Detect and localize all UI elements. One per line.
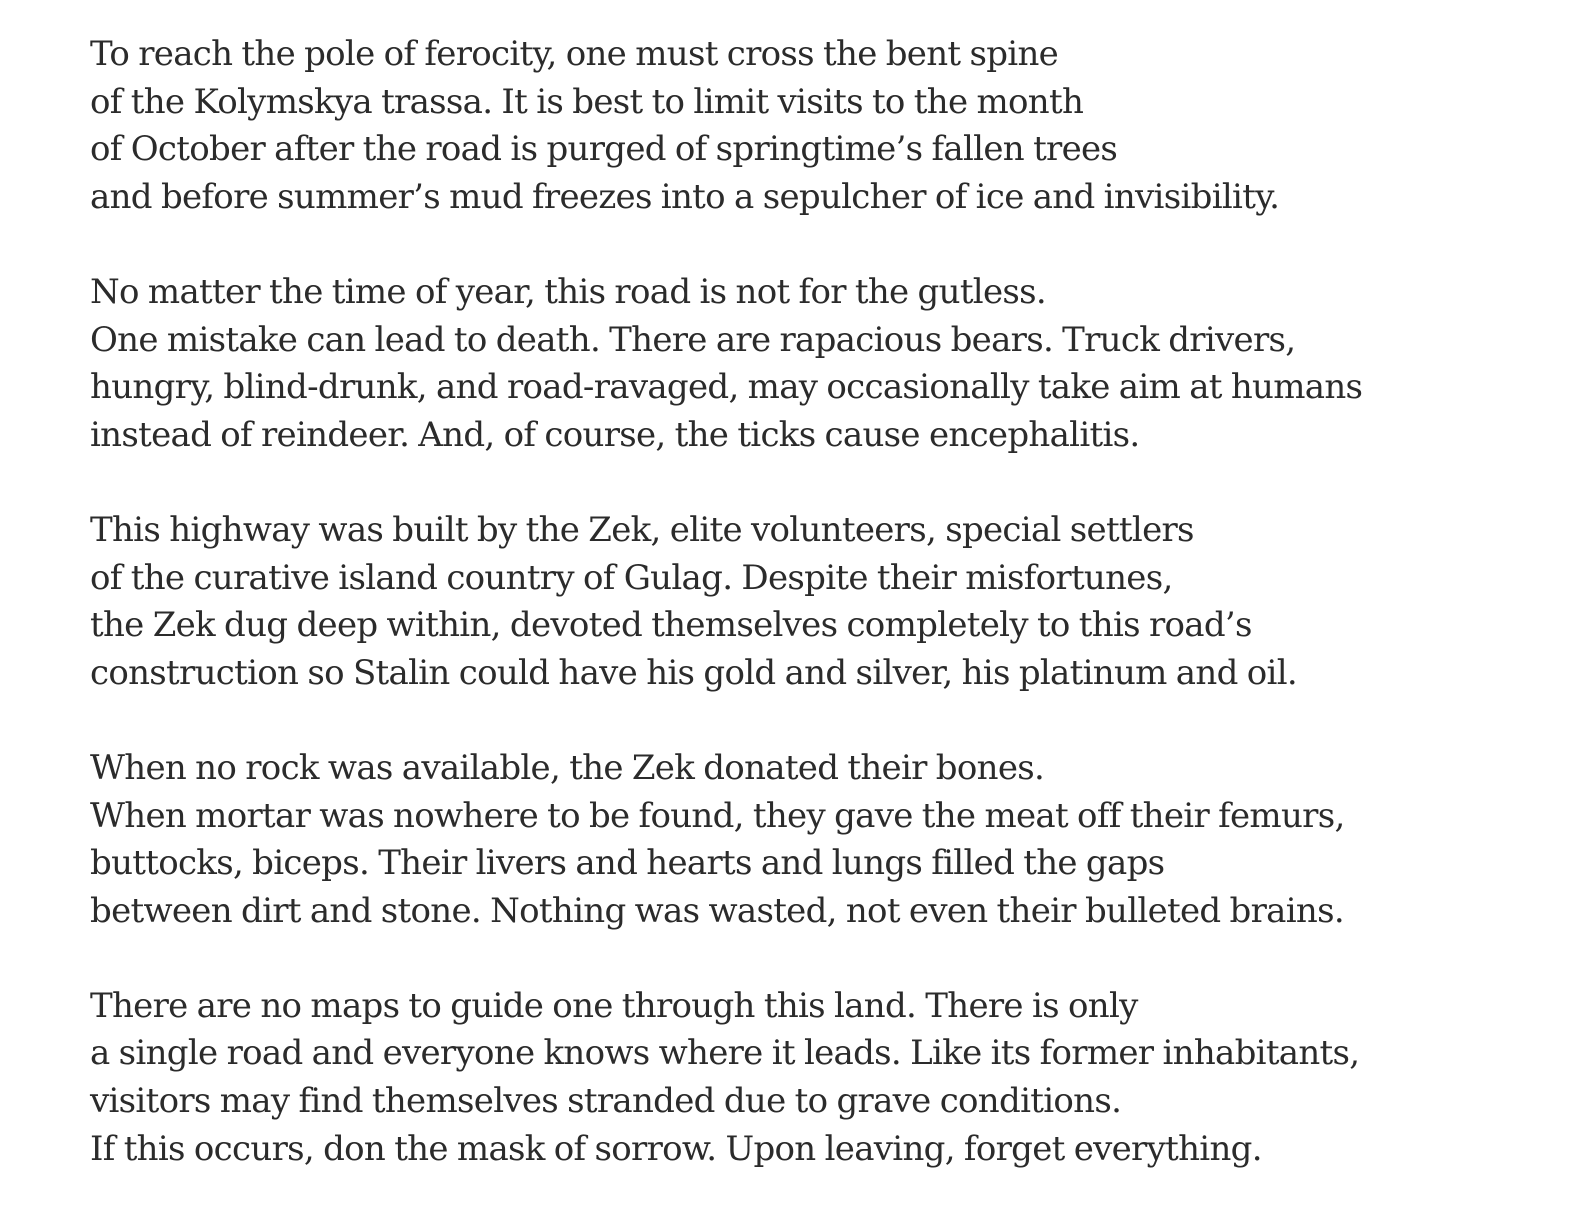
stanza-4 <box>90 745 1550 935</box>
poem-line: of October after the road is purged of springtime’s fallen trees <box>90 129 1118 170</box>
poem-line: of the curative island country of Gulag. Despite their misfortunes, <box>90 557 1173 598</box>
poem-line: If this occurs, don the mask of sorrow. Upon leaving, forget everything. <box>90 1128 1262 1169</box>
poem-line: When mortar was nowhere to be found, they gave the meat off their femurs, <box>90 795 1345 836</box>
stanza-5 <box>90 983 1550 1173</box>
poem-line: construction so Stalin could have his gold and silver, his platinum and oil. <box>90 652 1297 693</box>
poem-line: No matter the time of year, this road is not for the gutless. <box>90 271 1046 312</box>
poem-text <box>90 31 1550 1173</box>
poem-line: instead of reindeer. And, of course, the ticks cause encephalitis. <box>90 414 1140 455</box>
poem-line: a single road and everyone knows where it leads. Like its former inhabitants, <box>90 1033 1360 1074</box>
poem-line: between dirt and stone. Nothing was wasted, not even their bulleted brains. <box>90 890 1344 931</box>
poem-line: There are no maps to guide one through this land. There is only <box>90 985 1138 1026</box>
poem-line: visitors may find themselves stranded due to grave conditions. <box>90 1081 1122 1122</box>
stanza-3 <box>90 507 1550 697</box>
poem-line: hungry, blind-drunk, and road-ravaged, may occasionally take aim at humans <box>90 367 1363 408</box>
poem-line: This highway was built by the Zek, elite volunteers, special settlers <box>90 509 1194 550</box>
poem-line: of the Kolymskya trassa. It is best to limit visits to the month <box>90 81 1084 122</box>
poem-line: and before summer’s mud freezes into a sepulcher of ice and invisibility. <box>90 176 1280 217</box>
poem-line: the Zek dug deep within, devoted themselves completely to this road’s <box>90 605 1252 646</box>
stanza-2 <box>90 269 1550 459</box>
poem-line: To reach the pole of ferocity, one must cross the bent spine <box>90 34 1059 74</box>
poem-line: buttocks, biceps. Their livers and hearts and lungs filled the gaps <box>90 843 1165 884</box>
poem-line: One mistake can lead to death. There are rapacious bears. Truck drivers, <box>90 319 1296 360</box>
stanza-1 <box>90 31 1550 221</box>
poem-line: When no rock was available, the Zek donated their bones. <box>90 747 1045 788</box>
